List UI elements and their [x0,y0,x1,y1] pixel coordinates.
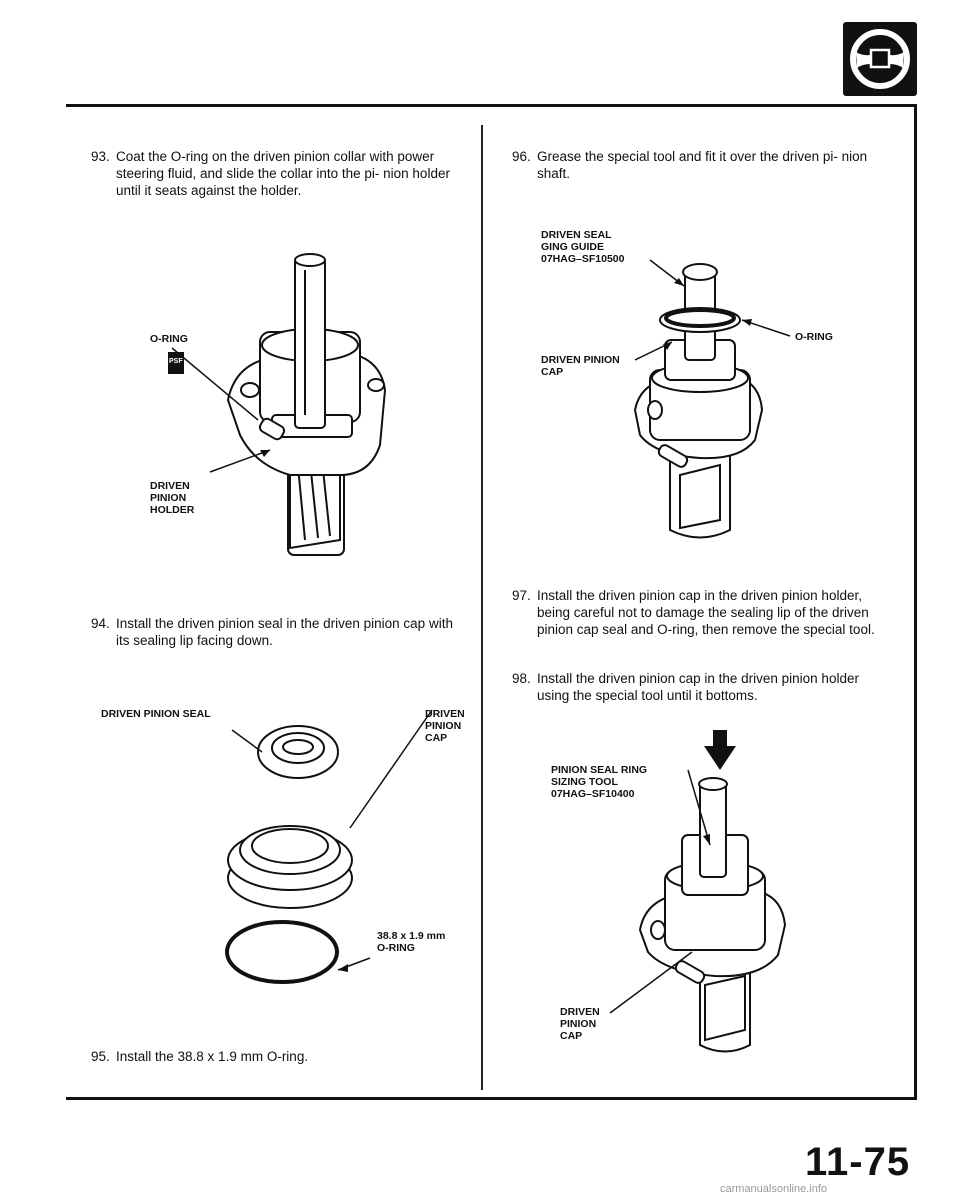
step-96 [512,148,902,184]
section-logo [843,22,917,96]
step-97 [512,587,902,659]
step-94 [91,615,466,651]
step-number: 93. [91,149,110,164]
pinion-shaft [295,258,325,428]
label-oring-38-8: 38.8 x 1.9 mm O-RING [377,930,446,954]
step-number: 98. [512,671,531,686]
step-text: Grease the special tool and fit it over the driven pi- nion shaft. [537,149,868,181]
label-seal-guide: DRIVEN SEAL GING GUIDE 07HAG–SF10500 [541,229,625,265]
label-driven-pinion-cap-2: DRIVEN PINION CAP [425,708,465,744]
label-psf: PSF [169,358,183,365]
oring [666,310,734,326]
figure-seal-guide [590,260,820,550]
label-oring-3: O-RING [795,331,833,343]
label-driven-pinion-cap-3: DRIVEN PINION CAP [541,354,620,378]
page-border-right [914,104,917,1100]
steering-wheel-icon [843,22,917,96]
page-number: 11-75 [805,1140,911,1184]
label-driven-pinion-holder: DRIVEN PINION HOLDER [150,480,195,516]
step-number: 95. [91,1049,110,1064]
step-number: 96. [512,149,531,164]
watermark: carmanualsonline.info [720,1183,828,1195]
press-direction-arrow [704,730,736,770]
column-divider [481,125,483,1090]
step-95 [91,1048,466,1066]
figure-seal-cap-oring [170,710,470,1000]
step-number: 94. [91,616,110,631]
label-oring-1: O-RING [150,333,188,345]
step-98 [512,670,902,706]
step-text: Install the 38.8 x 1.9 mm O-ring. [116,1049,309,1064]
oring-38-8 [227,922,337,982]
label-driven-pinion-cap-4: DRIVEN PINION CAP [560,1006,600,1042]
step-93 [91,148,466,202]
step-text: Install the driven pinion seal in the driven pinion cap with its sealing lip facing down. [116,616,453,648]
step-text: Install the driven pinion cap in the driven pinion holder, being careful not to damage the sealing lip of the driven pinion cap seal and O-ring, then remove the special tool. [537,588,875,637]
step-text: Install the driven pinion cap in the driven pinion holder using the special tool until it bottoms. [537,671,859,703]
label-sizing-tool: PINION SEAL RING SIZING TOOL 07HAG–SF10400 [551,764,648,800]
step-number: 97. [512,588,531,603]
header-rule [66,104,916,107]
figure-pinion-holder [140,240,400,570]
step-text: Coat the O-ring on the driven pinion collar with power steering fluid, and slide the collar into the pi- nion holder until it seats against the holder. [116,149,450,198]
label-driven-pinion-seal: DRIVEN PINION SEAL [101,708,211,720]
footer-rule [66,1097,916,1100]
